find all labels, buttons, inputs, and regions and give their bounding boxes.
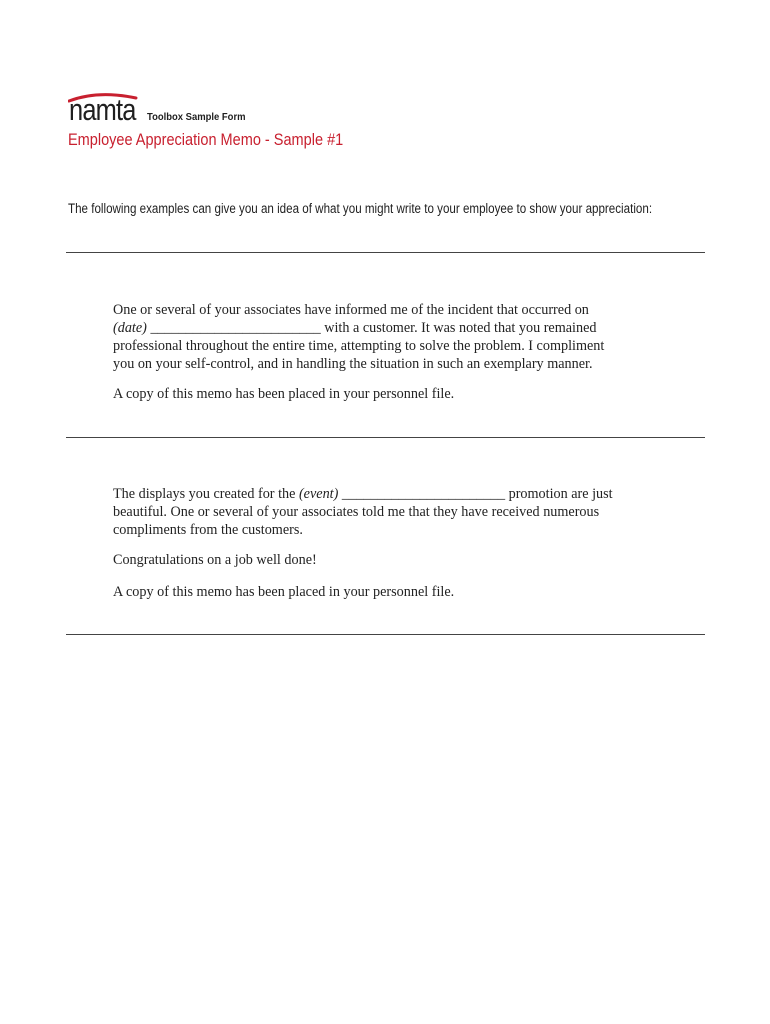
divider	[66, 252, 705, 253]
date-placeholder: (date)	[113, 320, 147, 336]
sample2-line: The displays you created for the	[113, 486, 299, 502]
sample2-line: promotion are just	[505, 486, 613, 502]
sample1-line: professional throughout the entire time, attempting to solve the problem. I compliment	[113, 338, 605, 354]
logo-text: namta	[69, 92, 136, 127]
sample2-line: compliments from the customers.	[113, 522, 303, 538]
sample1-paragraph	[113, 301, 673, 373]
sample2-file-note: A copy of this memo has been placed in your personnel file.	[113, 584, 455, 600]
page-title: Employee Appreciation Memo - Sample #1	[68, 131, 344, 149]
sample2-paragraph	[113, 485, 673, 539]
form-label: Toolbox Sample Form	[147, 111, 246, 123]
sample1-line: One or several of your associates have informed me of the incident that occurred on	[113, 302, 589, 318]
sample1-file-note: A copy of this memo has been placed in your personnel file.	[113, 386, 455, 402]
intro-text: The following examples can give you an idea of what you might write to your employee to show your appreciation:	[68, 201, 653, 216]
sample2-line: beautiful. One or several of your associates told me that they have received numerous	[113, 504, 600, 520]
event-placeholder: (event)	[298, 486, 339, 502]
sample1-line: you on your self-control, and in handling the situation in such an exemplary manner.	[113, 356, 593, 372]
divider	[66, 437, 705, 438]
divider	[66, 634, 705, 635]
sample1-line: with a customer. It was noted that you remained	[320, 320, 597, 336]
event-blank: _______________________	[338, 486, 506, 502]
namta-logo	[68, 92, 138, 132]
sample2-congrats: Congratulations on a job well done!	[113, 552, 317, 568]
date-blank: ________________________	[150, 320, 321, 336]
